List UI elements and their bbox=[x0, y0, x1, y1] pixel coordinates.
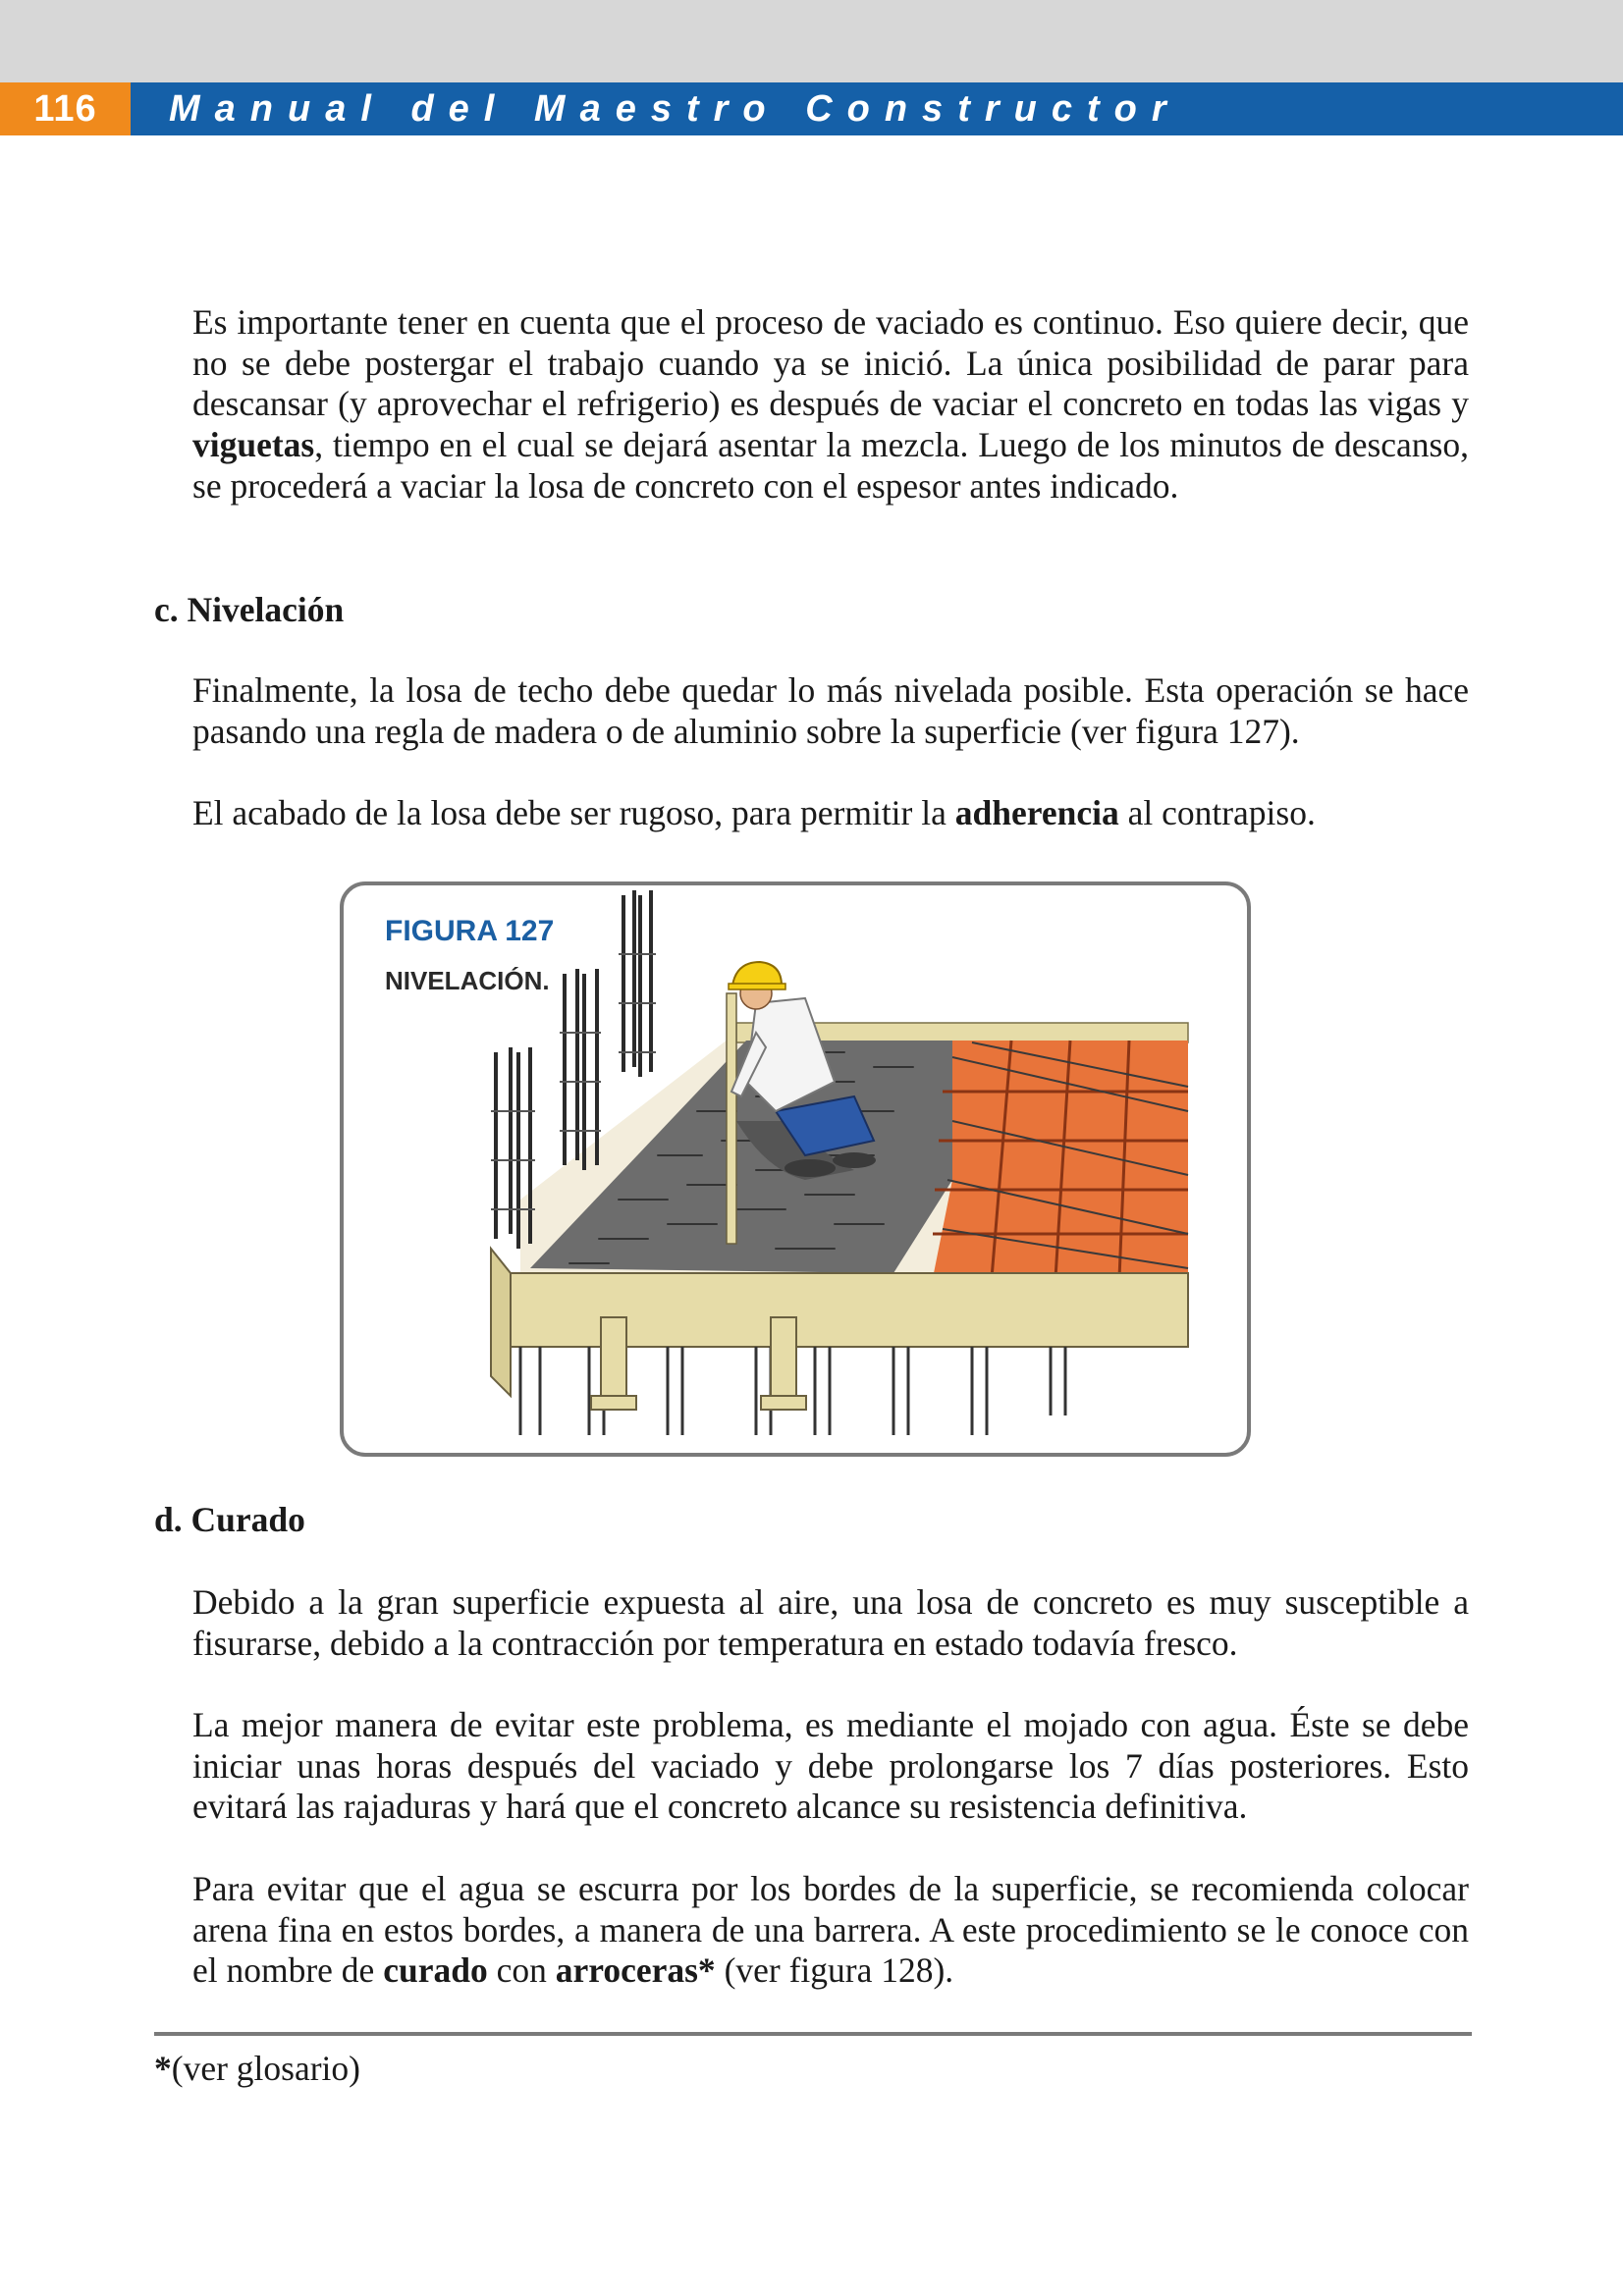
term-viguetas: viguetas bbox=[192, 425, 315, 465]
paragraph-acabado: El acabado de la losa debe ser rugoso, para permitir la adherencia al contrapiso. bbox=[192, 793, 1316, 832]
figure-caption: NIVELACIÓN. bbox=[385, 966, 550, 995]
figure-number: FIGURA 127 bbox=[385, 915, 555, 947]
paragraph-mojado: La mejor manera de evitar este problema, es mediante el mojado con agua. Éste se debe iniciar unas horas después del vaciado y debe prolongarse los 7 días posteriores. Esto evitará las rajaduras y hará que el concreto alcance su resistencia definitiva. bbox=[192, 1705, 1469, 1827]
footnote-text: (ver glosario) bbox=[171, 2049, 360, 2088]
section-heading-nivelacion: c. Nivelación bbox=[154, 590, 345, 629]
term-adherencia: adherencia bbox=[954, 793, 1119, 832]
section-heading-curado: d. Curado bbox=[154, 1500, 305, 1539]
term-curado: curado bbox=[383, 1950, 488, 1991]
footnote-divider bbox=[154, 2032, 1472, 2036]
footnote bbox=[154, 2048, 360, 2089]
book-title: Manual del Maestro Constructor bbox=[169, 88, 1181, 130]
paragraph-nivelacion: Finalmente, la losa de techo debe quedar lo más nivelada posible. Esta operación se hace pasando una regla de madera o de aluminio sobre la superficie (ver figura 127). bbox=[192, 670, 1469, 751]
footnote-mark: * bbox=[154, 2049, 172, 2088]
page-number: 116 bbox=[0, 82, 131, 135]
top-band bbox=[0, 0, 1623, 82]
figure-127 bbox=[340, 881, 1251, 1457]
paragraph-fisuras: Debido a la gran superficie expuesta al aire, una losa de concreto es muy susceptible a fisurarse, debido a la contracción por temperatura en estado todavía fresco. bbox=[192, 1582, 1469, 1663]
term-arroceras: arroceras* bbox=[555, 1950, 716, 1991]
paragraph-arroceras: Para evitar que el agua se escurra por los bordes de la superficie, se recomienda colocar arena fina en estos bordes, a manera de una barrera. A este procedimiento se le conoce con el nombre de curado con arroceras* (ver figura 128). bbox=[192, 1869, 1469, 1991]
paragraph-vaciado: Es importante tener en cuenta que el proceso de vaciado es continuo. Eso quiere decir, que no se debe postergar el trabajo cuando ya se inició. La única posibilidad de parar para descansar (y aprovechar el refrigerio) es después de vaciar el concreto en todas las vigas y viguetas, tiempo en el cual se dejará asentar la mezcla. Luego de los minutos de descanso, se procederá a vaciar la losa de concreto con el espesor antes indicado. bbox=[192, 302, 1469, 506]
